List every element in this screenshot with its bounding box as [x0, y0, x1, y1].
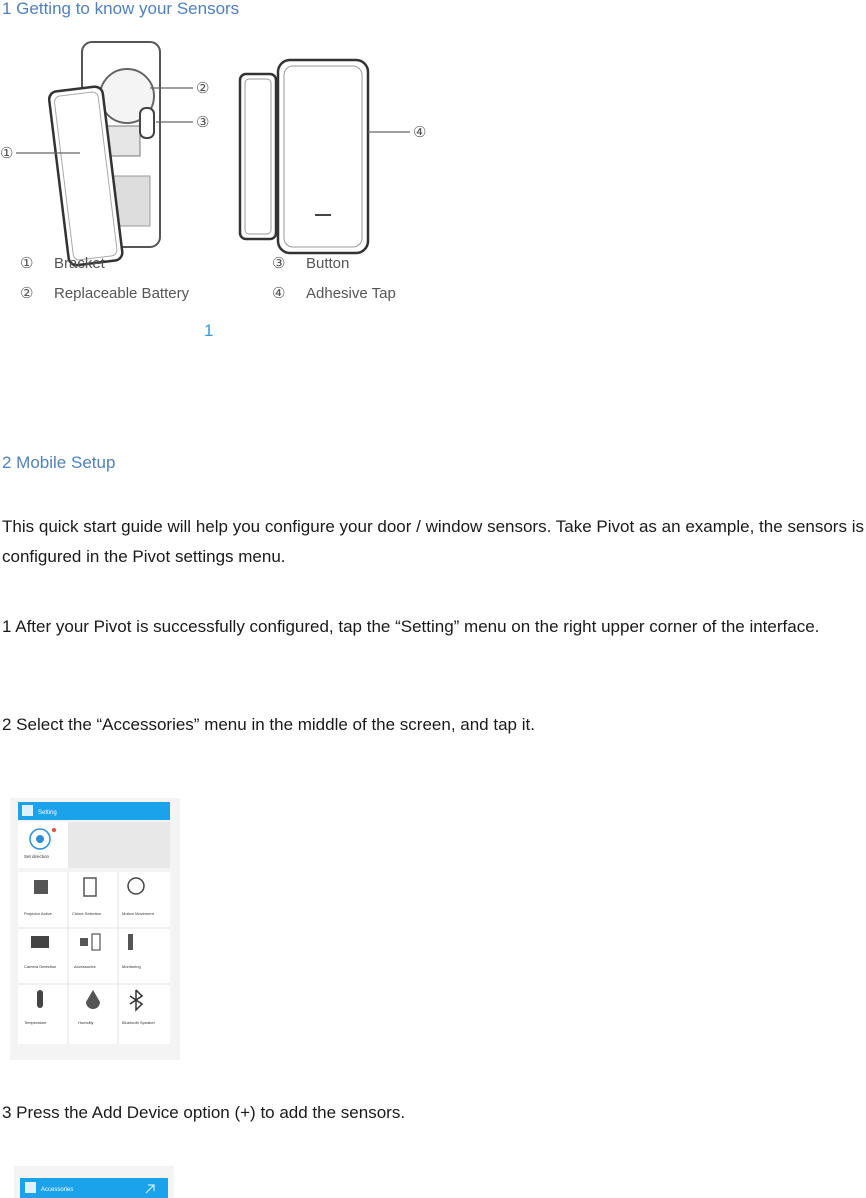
legend-label-3: Button: [306, 255, 350, 272]
callout-4: ④: [413, 124, 427, 141]
section-2-heading: 2 Mobile Setup: [2, 453, 116, 472]
callout-3: ③: [196, 114, 210, 131]
grid-label-1: Projector Active: [24, 911, 52, 916]
set-direction-label: Set direction: [24, 854, 50, 859]
grid-label-3: Motion Movement: [122, 911, 154, 916]
legend-num-1: ①: [20, 255, 34, 272]
grid-label-2: Chime Selection: [72, 911, 102, 916]
step-2-paragraph: 2 Select the “Accessories” menu in the middle of the screen, and tap it.: [2, 715, 535, 734]
intro-paragraph: This quick start guide will help you configure your door / window sensors. Take Pivot as an example, the sensors is configured in the Pivot settings menu.: [2, 517, 864, 566]
figure-number: 1: [204, 321, 214, 340]
accessories-header-title: Accessories: [41, 1187, 74, 1193]
grid-label-6: Monitoring: [122, 964, 141, 969]
callout-2: ②: [196, 80, 210, 97]
grid-label-9: Bluetooth Speaker: [122, 1020, 155, 1025]
temperature-icon: [37, 990, 43, 1008]
step-3-paragraph: 3 Press the Add Device option (+) to add the sensors.: [2, 1103, 406, 1122]
step-1-paragraph: 1 After your Pivot is successfully configured, tap the “Setting” menu on the right upper corner of the interface.: [2, 617, 820, 636]
sensor-main: [278, 60, 368, 253]
grid-label-8: Humidity: [78, 1020, 94, 1025]
grid-label-4: Camera Detection: [24, 964, 57, 969]
accessories-screenshot: [14, 1166, 174, 1198]
legend-num-3: ③: [272, 255, 286, 272]
back-icon: [22, 805, 33, 816]
accessories-icon-a: [80, 938, 88, 946]
legend-num-4: ④: [272, 285, 286, 302]
camera-icon: [31, 936, 49, 948]
button-part: [140, 108, 154, 138]
back-icon: [25, 1182, 36, 1193]
sensor-diagram: [0, 36, 444, 344]
motion-icon: [128, 878, 144, 894]
legend-label-1: Bracket: [54, 255, 105, 272]
monitoring-icon: [128, 934, 133, 950]
section-1-heading: 1 Getting to know your Sensors: [2, 0, 240, 18]
settings-screenshot: [10, 798, 180, 1060]
callout-1: ①: [0, 145, 14, 162]
settings-header-title: Setting: [38, 810, 57, 816]
legend-label-4: Adhesive Tap: [306, 285, 396, 302]
grid-label-7: Temperature: [24, 1020, 47, 1025]
grid-label-5: Accessories: [74, 964, 96, 969]
projector-icon: [34, 880, 48, 894]
legend-label-2: Replaceable Battery: [54, 285, 190, 302]
legend-num-2: ②: [20, 285, 34, 302]
